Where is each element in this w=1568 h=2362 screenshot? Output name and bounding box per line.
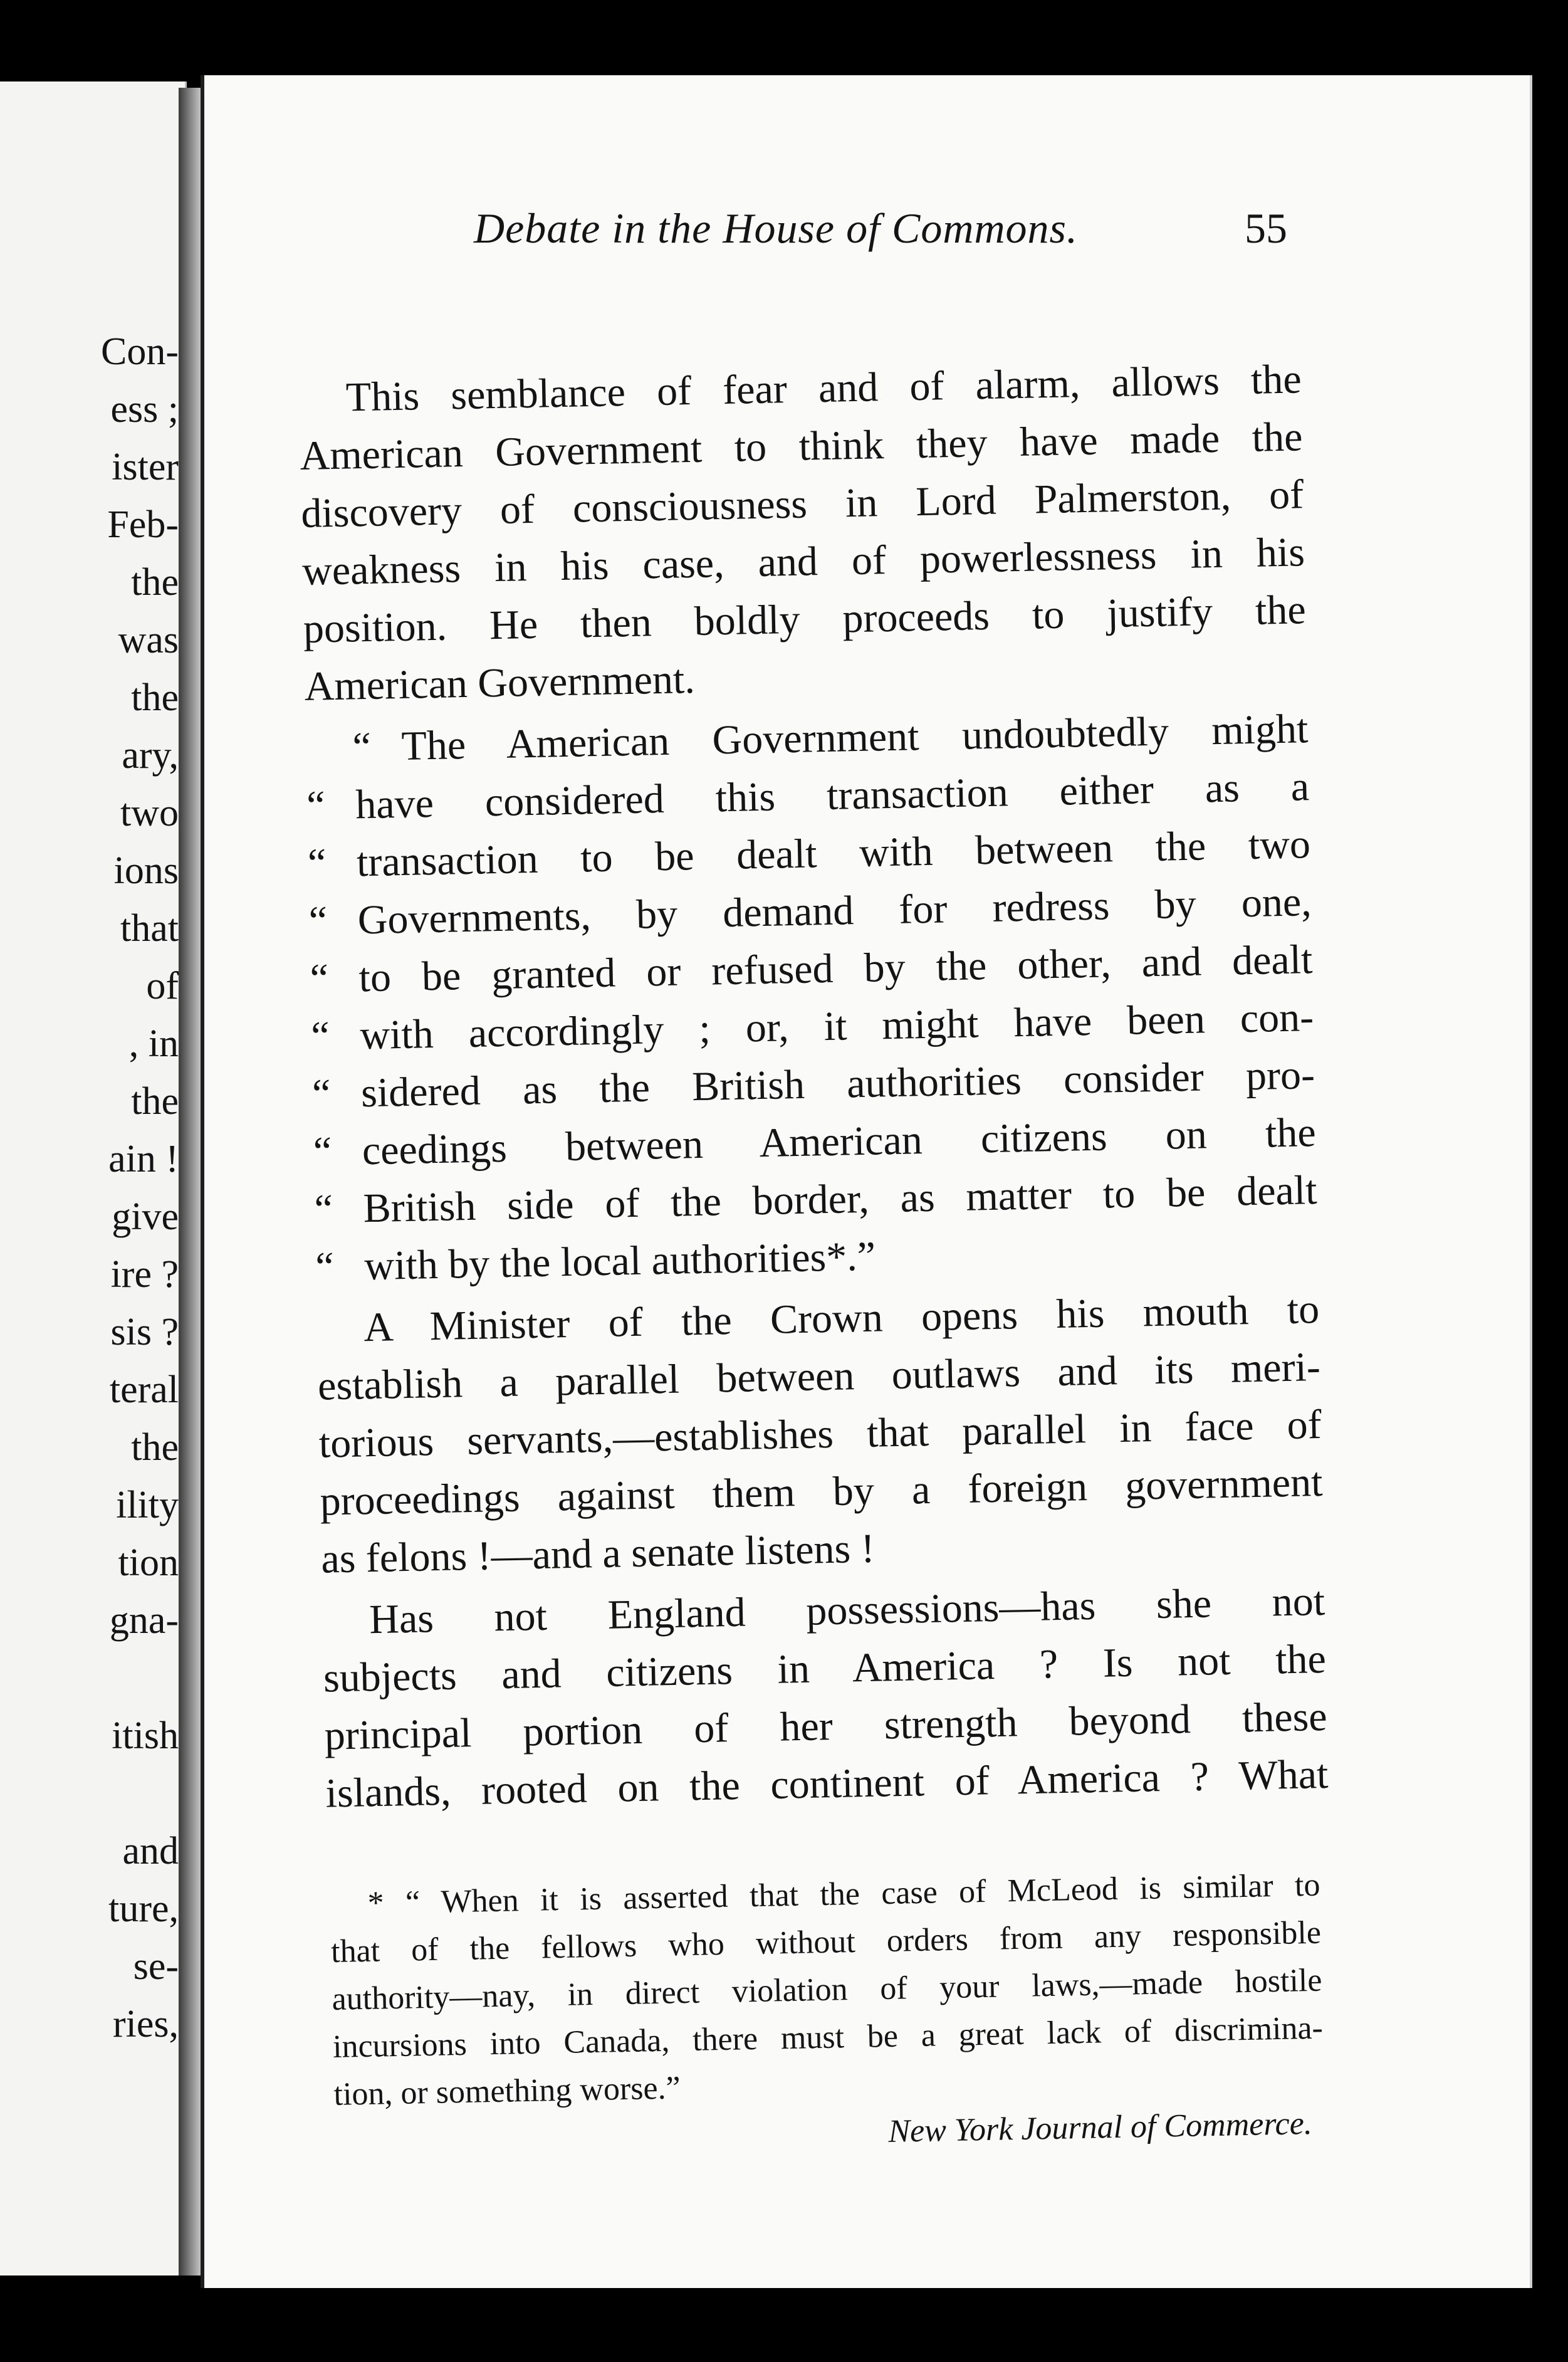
quote-text: with by the local authorities*.” xyxy=(363,1233,876,1289)
left-page-line: Feb- xyxy=(107,503,179,546)
left-page-line: ain ! xyxy=(108,1138,179,1180)
text-line: as felons !—and a senate listens ! xyxy=(320,1525,875,1582)
left-page-line: was xyxy=(118,619,179,661)
left-page-line: ire ? xyxy=(110,1253,179,1296)
left-page-line: the xyxy=(131,676,179,719)
left-page-line: tion xyxy=(118,1541,179,1584)
paragraph xyxy=(298,350,1307,716)
left-page-line: and xyxy=(122,1830,179,1872)
footnote-line: that of the fellows who without orders from any responsible xyxy=(330,1914,1322,1970)
left-page-line: se- xyxy=(133,1945,179,1988)
text-line: principal portion of her strength beyond these xyxy=(324,1693,1328,1759)
footnote xyxy=(330,1862,1325,2166)
left-page-line: of xyxy=(146,965,179,1007)
book-spine-shadow xyxy=(179,88,204,2275)
left-page-line: the xyxy=(131,561,179,604)
running-title: Debate in the House of Commons. xyxy=(474,204,1079,252)
running-head xyxy=(204,204,1530,260)
quote-mark: “ xyxy=(352,723,372,770)
left-page-line: give xyxy=(112,1195,179,1238)
left-page-line: ions xyxy=(113,849,179,892)
quote-text: sidered as the British authorities consider pro- xyxy=(360,1052,1315,1116)
block-quotation xyxy=(305,700,1319,1296)
quote-mark: “ xyxy=(314,1186,333,1232)
footnote-line: * “ When it is asserted that the case of McLeod is similar to xyxy=(367,1867,1320,1921)
quote-text: ceedings between American citizens on the xyxy=(362,1110,1317,1174)
left-page-line: ture, xyxy=(108,1887,179,1930)
left-page-line: the xyxy=(131,1080,179,1123)
left-page-line: Con- xyxy=(101,330,179,373)
text-line: This semblance of fear and of alarm, allows the xyxy=(345,356,1302,421)
left-page-line: the xyxy=(131,1426,179,1469)
quote-text: The American Government undoubtedly might xyxy=(400,706,1309,769)
quote-mark: “ xyxy=(313,1128,332,1175)
quote-mark: “ xyxy=(309,955,329,1002)
left-page-line: two xyxy=(120,792,179,834)
left-page-line: sis ? xyxy=(110,1311,179,1353)
page-number: 55 xyxy=(1245,204,1287,252)
quote-text: transaction to be dealt with between the two xyxy=(356,821,1311,886)
left-facing-page xyxy=(0,81,187,2275)
text-line: position. He then boldly proceeds to justify the xyxy=(303,587,1307,652)
text-line: establish a parallel between outlaws and its meri- xyxy=(317,1343,1321,1409)
left-page-line: , in xyxy=(128,1022,179,1065)
quote-mark: “ xyxy=(308,898,328,944)
left-page-line: ries, xyxy=(112,2003,179,2045)
text-line: discovery of consciousness in Lord Palmerston, of xyxy=(300,471,1304,537)
text-line: torious servants,—establishes that parallel in face of xyxy=(318,1401,1322,1467)
text-line: A Minister of the Crown opens his mouth to xyxy=(363,1286,1320,1351)
paragraph xyxy=(316,1281,1324,1588)
text-line: weakness in his case, and of powerlessness in his xyxy=(301,529,1305,594)
left-page-line: ister xyxy=(112,446,179,488)
footnote-line: authority—nay, in direct violation of your laws,—made hostile xyxy=(332,1962,1322,2017)
left-page-line: ary, xyxy=(122,734,179,777)
left-page-line: that xyxy=(120,907,179,950)
text-line: proceedings against them by a foreign government xyxy=(319,1459,1324,1525)
quote-mark: “ xyxy=(311,1071,332,1117)
book-page xyxy=(201,75,1532,2288)
left-page-line: teral xyxy=(109,1368,179,1411)
body-text xyxy=(298,350,1329,1822)
text-line: American Government to think they have made the xyxy=(299,414,1304,479)
text-line: American Government. xyxy=(304,656,696,710)
text-line: islands, rooted on the continent of America ? What xyxy=(325,1751,1329,1817)
quote-text: with accordingly ; or, it might have been con- xyxy=(359,994,1314,1059)
quote-mark: “ xyxy=(307,840,327,886)
left-page-line: itish xyxy=(112,1714,179,1757)
quote-mark: “ xyxy=(310,1013,330,1059)
footnote-source: New York Journal of Commerce. xyxy=(887,2105,1313,2149)
quote-text: have considered this transaction either as a xyxy=(355,764,1310,828)
paragraph xyxy=(321,1573,1329,1823)
left-page-line: gna- xyxy=(109,1599,179,1642)
quote-text: Governments, by demand for redress by one, xyxy=(357,879,1312,943)
quote-mark: “ xyxy=(315,1244,335,1290)
left-page-line: ess ; xyxy=(110,388,179,431)
quote-text: British side of the border, as matter to be dealt xyxy=(362,1167,1318,1232)
footnote-line: incursions into Canada, there must be a great lack of discrimina- xyxy=(332,2010,1324,2065)
footnote-line: tion, or something worse.” xyxy=(333,2070,681,2113)
text-line: Has not England possessions—has she not xyxy=(368,1578,1325,1643)
quote-text: to be granted or refused by the other, and dealt xyxy=(358,937,1314,1001)
text-line: subjects and citizens in America ? Is not the xyxy=(323,1635,1327,1701)
quote-mark: “ xyxy=(306,782,326,829)
left-page-line: ility xyxy=(116,1484,179,1526)
